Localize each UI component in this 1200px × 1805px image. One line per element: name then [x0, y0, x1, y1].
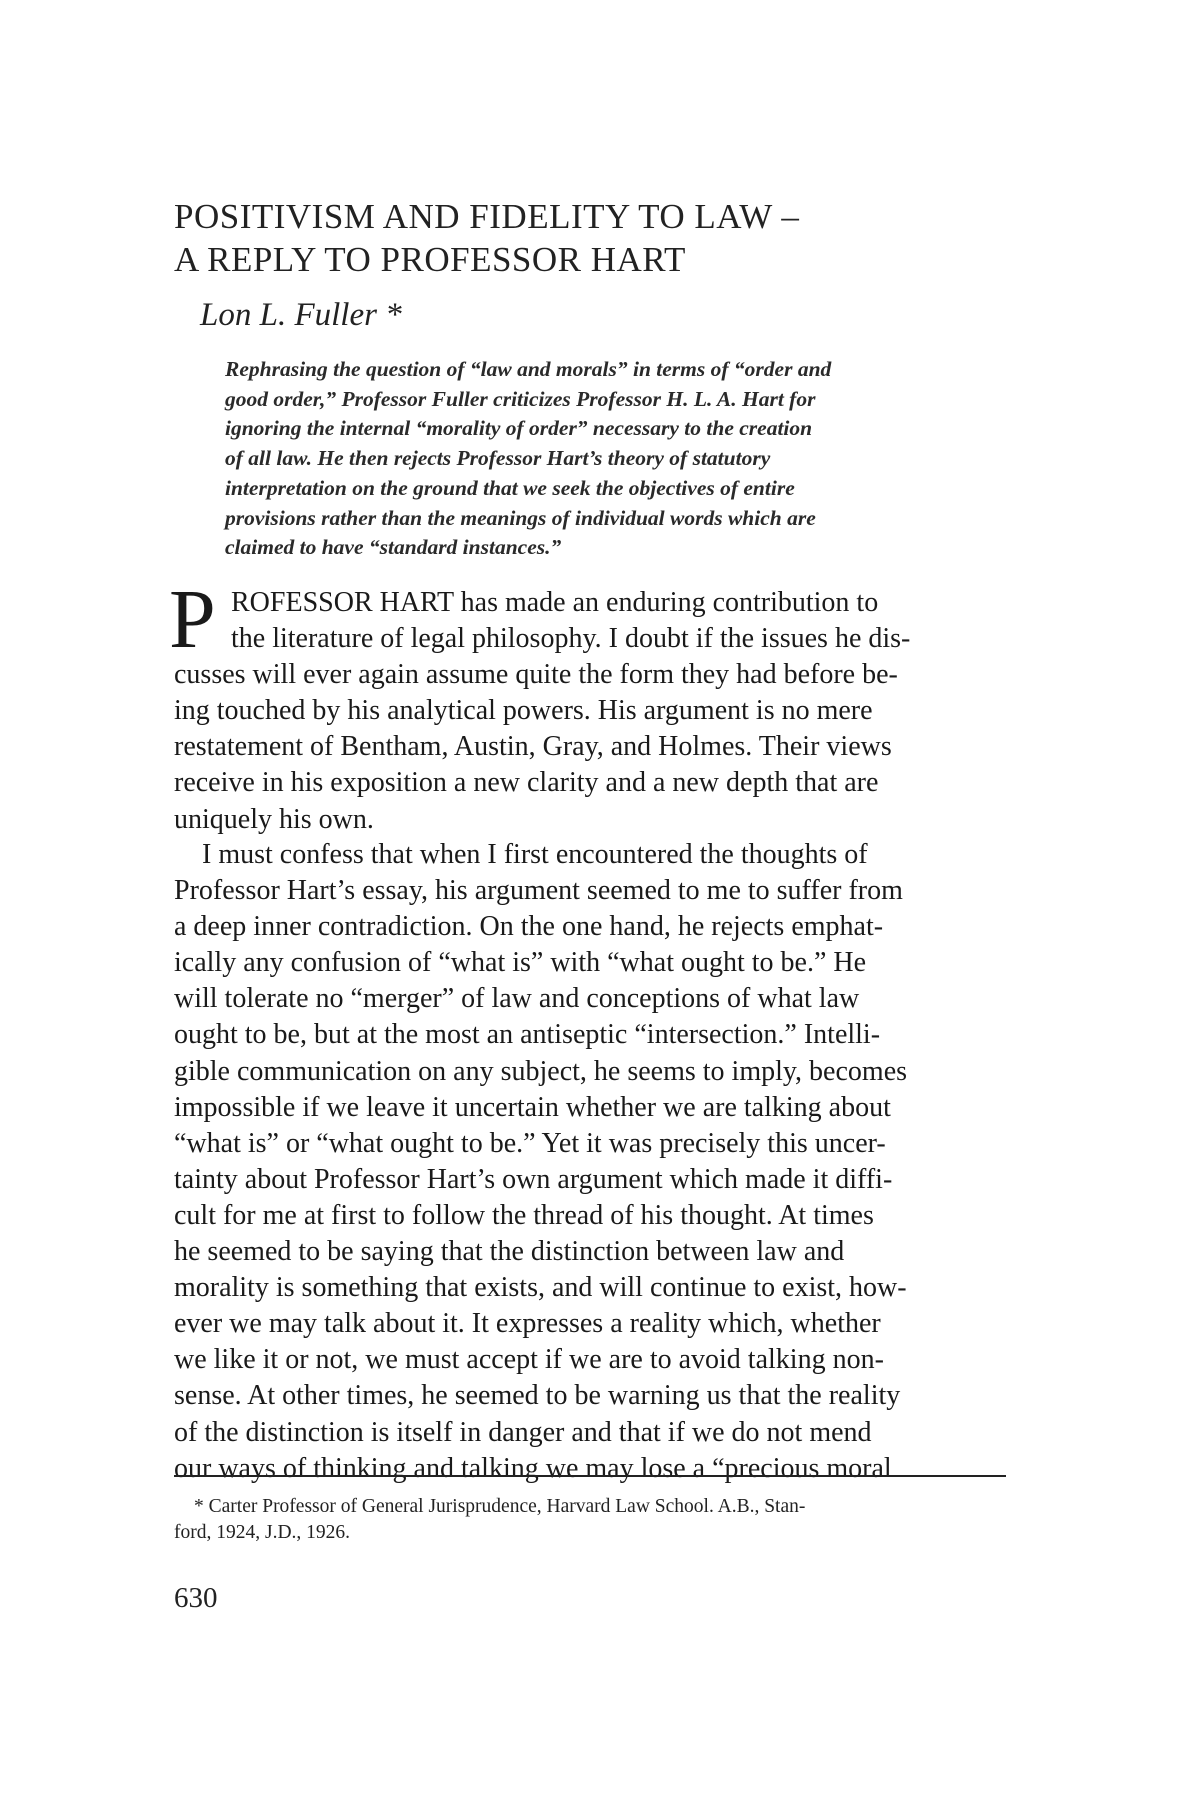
paragraph-line: morality is something that exists, and will continue to exist, how-: [174, 1272, 907, 1304]
paragraph-line: gible communication on any subject, he seems to imply, becomes: [174, 1055, 908, 1087]
paragraph-line: cusses will ever again assume quite the form they had before be-: [174, 659, 898, 691]
body-paragraph-1: [174, 585, 1006, 838]
abstract-line: good order,” Professor Fuller criticizes Professor H. L. A. Hart for: [225, 386, 816, 411]
footnote: [174, 1494, 1006, 1546]
title-line: A REPLY TO PROFESSOR HART: [174, 240, 686, 279]
paragraph-line: a deep inner contradiction. On the one hand, he rejects emphat-: [174, 911, 884, 943]
paragraph-line: ically any confusion of “what is” with “what ought to be.” He: [174, 947, 867, 979]
paragraph-line: “what is” or “what ought to be.” Yet it was precisely this uncer-: [174, 1127, 886, 1159]
footnote-line: * Carter Professor of General Jurisprudence, Harvard Law School. A.B., Stan-: [194, 1496, 806, 1517]
abstract-line: of all law. He then rejects Professor Hart’s theory of statutory: [225, 446, 771, 471]
footnote-divider: [174, 1475, 1006, 1477]
footnote-line: ford, 1924, J.D., 1926.: [174, 1522, 351, 1543]
paragraph-line: cult for me at first to follow the thread of his thought. At times: [174, 1199, 874, 1231]
paragraph-line: ROFESSOR HART has made an enduring contribution to: [231, 587, 879, 618]
drop-cap: P: [169, 573, 216, 666]
title-line: POSITIVISM AND FIDELITY TO LAW –: [174, 197, 800, 236]
paragraph-line: of the distinction is itself in danger and that if we do not mend: [174, 1416, 872, 1448]
abstract-line: ignoring the internal “morality of order” necessary to the creation: [225, 416, 813, 441]
paragraph-line: ought to be, but at the most an antiseptic “intersection.” Intelli-: [174, 1019, 881, 1051]
paragraph-line: ing touched by his analytical powers. His argument is no mere: [174, 695, 873, 727]
paragraph-line: will tolerate no “merger” of law and conceptions of what law: [174, 983, 860, 1015]
paragraph-line: restatement of Bentham, Austin, Gray, and Holmes. Their views: [174, 731, 892, 763]
paragraph-line: tainty about Professor Hart’s own argument which made it diffi-: [174, 1163, 893, 1195]
paragraph-line: Professor Hart’s essay, his argument seemed to me to suffer from: [174, 875, 903, 907]
author-name: Lon L. Fuller *: [200, 297, 402, 333]
paragraph-line: sense. At other times, he seemed to be warning us that the reality: [174, 1380, 901, 1412]
abstract-line: claimed to have “standard instances.”: [225, 535, 562, 560]
abstract-line: provisions rather than the meanings of individual words which are: [225, 505, 816, 530]
paragraph-line: uniquely his own.: [174, 803, 374, 835]
paragraph-line: our ways of thinking and talking we may lose a “precious moral: [174, 1452, 892, 1484]
paragraph-line: receive in his exposition a new clarity and a new depth that are: [174, 767, 879, 799]
paragraph-line: we like it or not, we must accept if we are to avoid talking non-: [174, 1344, 884, 1376]
abstract-line: Rephrasing the question of “law and morals” in terms of “order and: [225, 357, 832, 381]
paragraph-line: he seemed to be saying that the distinction between law and: [174, 1236, 845, 1268]
body-paragraph-2: [174, 837, 1006, 1487]
abstract-line: interpretation on the ground that we seek the objectives of entire: [225, 475, 795, 500]
paragraph-line: impossible if we leave it uncertain whether we are talking about: [174, 1091, 891, 1123]
article-abstract: [225, 355, 985, 563]
paragraph-line: the literature of legal philosophy. I doubt if the issues he dis-: [231, 623, 911, 655]
paragraph-line: I must confess that when I first encountered the thoughts of: [202, 839, 868, 870]
article-title: [174, 195, 1034, 281]
page-number: 630: [174, 1582, 218, 1614]
paragraph-line: ever we may talk about it. It expresses a reality which, whether: [174, 1308, 881, 1340]
